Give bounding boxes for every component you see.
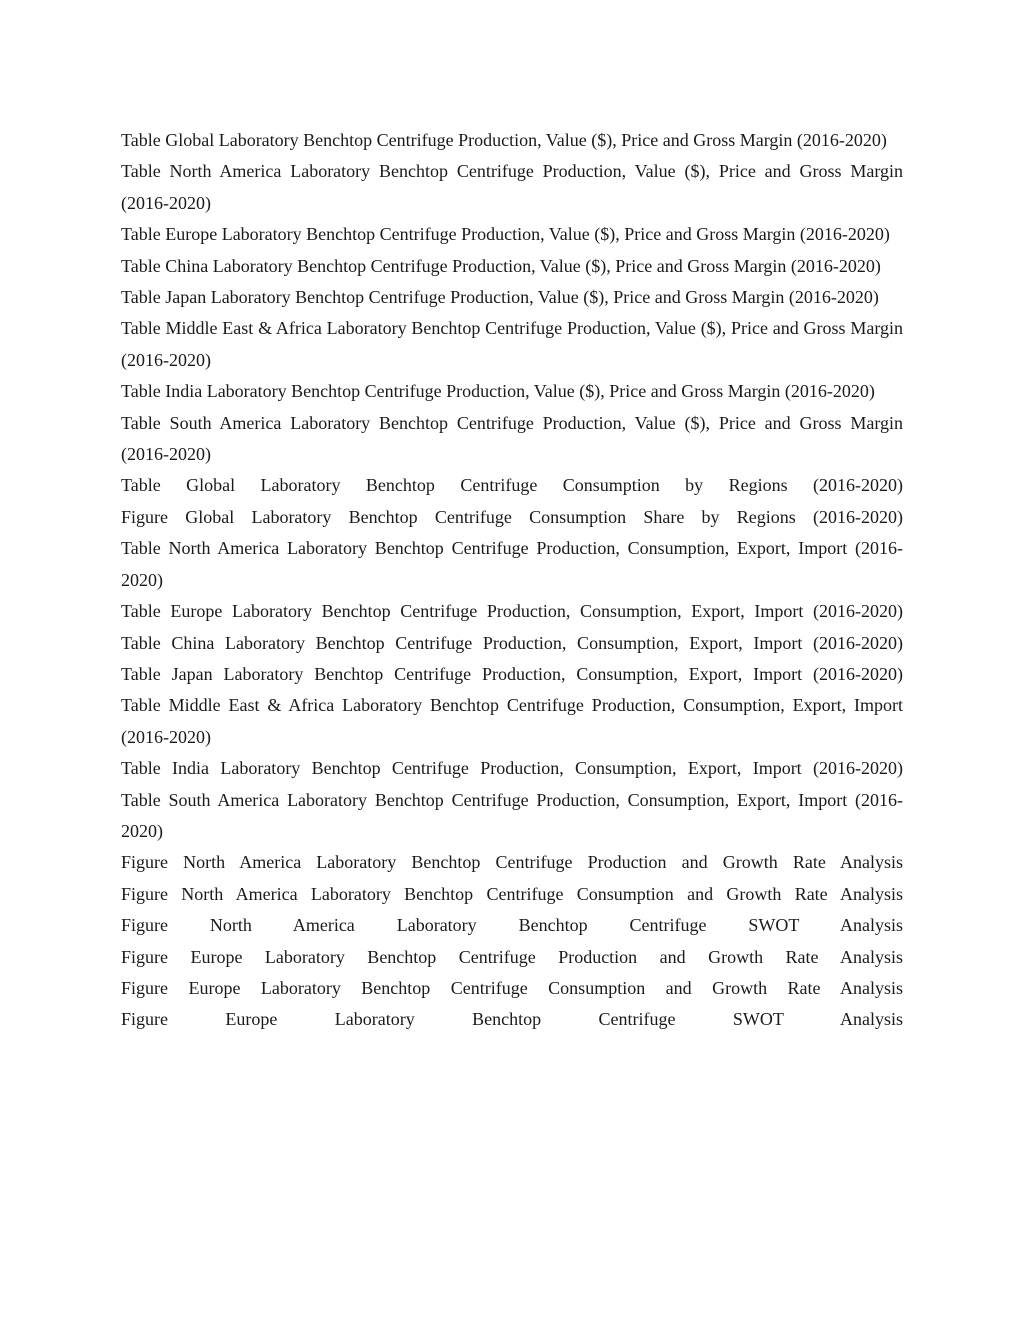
list-entry: Table South America Laboratory Benchtop Centrifuge Production, Value ($), Price and Gross Margin (2016-2020) <box>121 412 903 465</box>
list-entry: Figure North America Laboratory Benchtop Centrifuge Production and Growth Rate Analysis <box>121 852 903 873</box>
list-entry: Table Middle East & Africa Laboratory Benchtop Centrifuge Production, Consumption, Export, Import (2016-2020) <box>121 695 903 747</box>
list-entry: Table Middle East & Africa Laboratory Benchtop Centrifuge Production, Value ($), Price and Gross Margin (2016-2020) <box>121 318 903 370</box>
list-entry: Figure Global Laboratory Benchtop Centrifuge Consumption Share by Regions (2016-2020) <box>121 506 903 527</box>
list-entry: Table Europe Laboratory Benchtop Centrifuge Production, Consumption, Export, Import (2016-2020) <box>121 601 903 622</box>
list-entry: Table Europe Laboratory Benchtop Centrifuge Production, Value ($), Price and Gross Margin (2016-2020) <box>121 224 890 245</box>
document-page <box>121 125 903 1036</box>
list-entry: Table North America Laboratory Benchtop Centrifuge Production, Consumption, Export, Import (2016-2020) <box>121 538 903 590</box>
list-entry: Figure Europe Laboratory Benchtop Centrifuge Consumption and Growth Rate Analysis <box>121 977 903 998</box>
list-entry: Table China Laboratory Benchtop Centrifuge Production, Consumption, Export, Import (2016-2020) <box>121 632 903 653</box>
list-entry: Table India Laboratory Benchtop Centrifuge Production, Value ($), Price and Gross Margin (2016-2020) <box>121 381 875 402</box>
list-entry: Figure North America Laboratory Benchtop Centrifuge Consumption and Growth Rate Analysis <box>121 883 903 904</box>
list-entry: Table Global Laboratory Benchtop Centrifuge Production, Value ($), Price and Gross Margin (2016-2020) <box>121 130 887 150</box>
list-entry: Table North America Laboratory Benchtop Centrifuge Production, Value ($), Price and Gross Margin (2016-2020) <box>121 161 903 213</box>
list-entry: Figure Europe Laboratory Benchtop Centrifuge SWOT Analysis <box>121 1009 903 1030</box>
list-entry: Table Global Laboratory Benchtop Centrifuge Consumption by Regions (2016-2020) <box>121 475 903 496</box>
list-entry: Table Japan Laboratory Benchtop Centrifuge Production, Value ($), Price and Gross Margin (2016-2020) <box>121 287 879 308</box>
list-entry: Table India Laboratory Benchtop Centrifuge Production, Consumption, Export, Import (2016-2020) <box>121 758 903 779</box>
list-entry: Figure Europe Laboratory Benchtop Centrifuge Production and Growth Rate Analysis <box>121 946 903 967</box>
list-entry: Table China Laboratory Benchtop Centrifuge Production, Value ($), Price and Gross Margin (2016-2020) <box>121 255 881 276</box>
list-entry: Table Japan Laboratory Benchtop Centrifuge Production, Consumption, Export, Import (2016-2020) <box>121 663 903 684</box>
list-entry: Table South America Laboratory Benchtop Centrifuge Production, Consumption, Export, Import (2016-2020) <box>121 789 903 841</box>
list-entry: Figure North America Laboratory Benchtop Centrifuge SWOT Analysis <box>121 915 903 936</box>
